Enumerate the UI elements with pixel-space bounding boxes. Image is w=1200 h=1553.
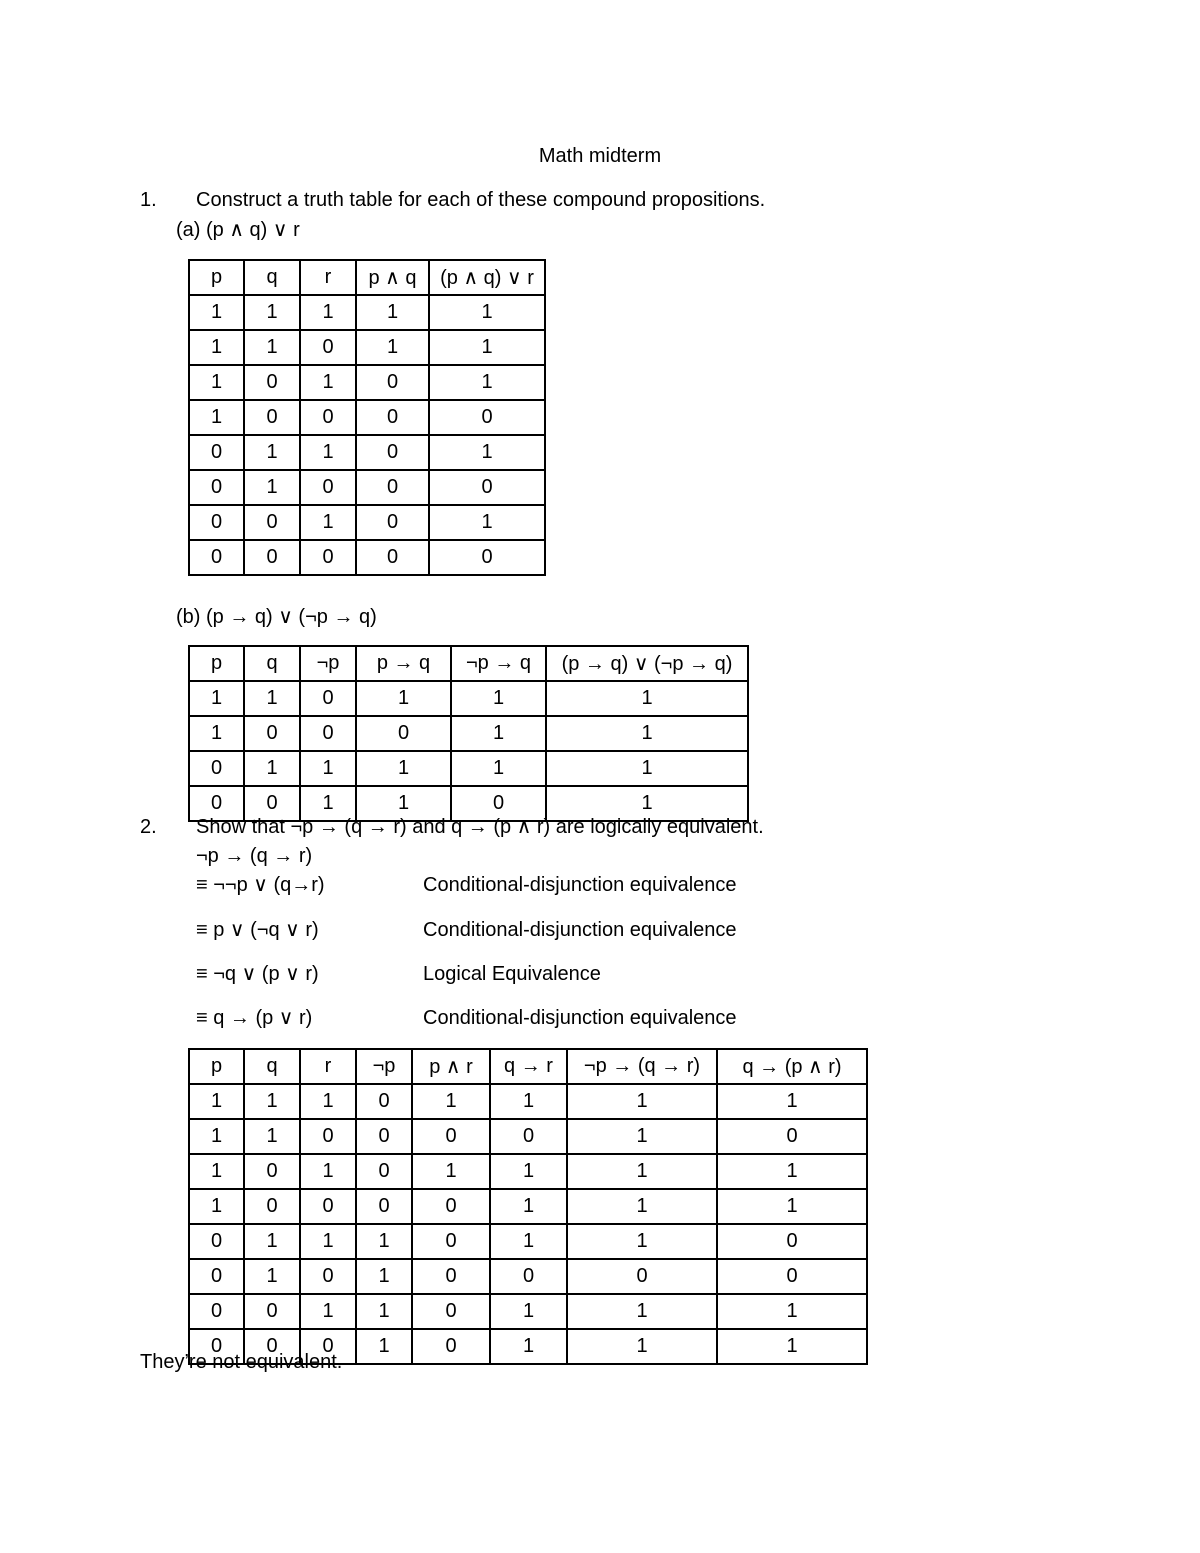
table-cell: 0 [356, 400, 429, 435]
table-cell: 1 [244, 1084, 300, 1119]
table-cell: 1 [567, 1119, 717, 1154]
table-cell: 1 [490, 1084, 567, 1119]
table-cell: 0 [717, 1224, 867, 1259]
table-cell: 1 [429, 505, 545, 540]
table-header-cell: ¬p → q [451, 646, 546, 681]
table-cell: 1 [567, 1329, 717, 1364]
table-cell: 0 [189, 540, 244, 575]
table-cell: 1 [451, 681, 546, 716]
table-cell: 1 [567, 1154, 717, 1189]
table-cell: 0 [356, 470, 429, 505]
table-cell: 1 [429, 295, 545, 330]
table-cell: 1 [356, 751, 451, 786]
table-row [189, 1294, 867, 1329]
table-cell: 0 [412, 1224, 490, 1259]
table-header-cell: r [300, 260, 356, 295]
table-cell: 1 [244, 751, 300, 786]
derivation-step-expr: ≡ p ∨ (¬q ∨ r) [196, 919, 319, 941]
table-cell: 1 [189, 681, 244, 716]
derivation-start: ¬p → (q → r) [196, 845, 313, 867]
table-cell: 1 [244, 470, 300, 505]
table-cell: 0 [412, 1329, 490, 1364]
table-cell: 0 [356, 505, 429, 540]
table-cell: 0 [300, 716, 356, 751]
table-cell: 1 [300, 505, 356, 540]
table-cell: 0 [356, 540, 429, 575]
table-cell: 0 [189, 751, 244, 786]
page-title: Math midterm [538, 145, 662, 167]
truth-table-b [188, 645, 749, 822]
table-cell: 1 [567, 1084, 717, 1119]
table-cell: 1 [567, 1294, 717, 1329]
table-cell: 1 [546, 681, 748, 716]
table-cell: 0 [244, 365, 300, 400]
table-cell: 1 [717, 1294, 867, 1329]
table-cell: 0 [429, 400, 545, 435]
table-cell: 1 [717, 1329, 867, 1364]
table-cell: 0 [717, 1119, 867, 1154]
table-header-cell: ¬p → (q → r) [567, 1049, 717, 1084]
table-cell: 0 [356, 1154, 412, 1189]
table-row [189, 716, 748, 751]
table-cell: 1 [356, 295, 429, 330]
table-row [189, 400, 545, 435]
table-cell: 1 [300, 365, 356, 400]
table-cell: 0 [300, 540, 356, 575]
table-row [189, 751, 748, 786]
part-b-label: (b) (p → q) ∨ (¬p → q) [176, 606, 377, 628]
table-cell: 1 [244, 295, 300, 330]
table-cell: 1 [356, 786, 451, 821]
derivation-step-reason: Conditional-disjunction equivalence [423, 874, 737, 896]
table-cell: 1 [490, 1294, 567, 1329]
table-cell: 1 [429, 365, 545, 400]
table-cell: 1 [356, 1294, 412, 1329]
table-header-cell: (p → q) ∨ (¬p → q) [546, 646, 748, 681]
table-cell: 1 [244, 1119, 300, 1154]
table-cell: 1 [300, 295, 356, 330]
table-cell: 0 [451, 786, 546, 821]
part-a-label: (a) (p ∧ q) ∨ r [176, 219, 300, 241]
table-header-cell: r [300, 1049, 356, 1084]
table-cell: 1 [189, 1154, 244, 1189]
conclusion: They’re not equivalent. [140, 1351, 343, 1373]
table-cell: 0 [189, 1329, 244, 1364]
table-cell: 0 [300, 1119, 356, 1154]
table-cell: 0 [189, 505, 244, 540]
table-cell: 0 [244, 1329, 300, 1364]
table-cell: 0 [300, 400, 356, 435]
table-row [189, 470, 545, 505]
derivation-step-reason: Conditional-disjunction equivalence [423, 919, 737, 941]
table-cell: 0 [300, 681, 356, 716]
table-cell: 0 [490, 1119, 567, 1154]
table-cell: 1 [356, 1224, 412, 1259]
table-cell: 0 [717, 1259, 867, 1294]
derivation-step-expr: ≡ ¬¬p ∨ (q→r) [196, 874, 325, 896]
table-cell: 1 [451, 751, 546, 786]
table-cell: 1 [490, 1154, 567, 1189]
table-cell: 0 [300, 1189, 356, 1224]
table-cell: 1 [244, 435, 300, 470]
question-2-number: 2. [140, 816, 157, 838]
table-header-cell: p ∧ q [356, 260, 429, 295]
table-cell: 1 [429, 330, 545, 365]
table-cell: 0 [189, 1294, 244, 1329]
table-cell: 1 [546, 786, 748, 821]
table-row [189, 295, 545, 330]
table-cell: 1 [356, 1329, 412, 1364]
table-cell: 0 [429, 540, 545, 575]
table-header-cell: q → (p ∧ r) [717, 1049, 867, 1084]
table-cell: 0 [356, 365, 429, 400]
table-cell: 1 [429, 435, 545, 470]
truth-table-equivalence [188, 1048, 868, 1365]
table-cell: 1 [300, 435, 356, 470]
table-cell: 1 [189, 365, 244, 400]
table-cell: 1 [356, 330, 429, 365]
table-cell: 0 [490, 1259, 567, 1294]
table-cell: 0 [412, 1259, 490, 1294]
table-header-cell: p [189, 1049, 244, 1084]
table-header-cell: p [189, 646, 244, 681]
table-header-cell: q [244, 646, 300, 681]
table-header-cell: q → r [490, 1049, 567, 1084]
table-cell: 1 [300, 1154, 356, 1189]
table-cell: 0 [189, 786, 244, 821]
table-header-row [189, 646, 748, 681]
table-header-cell: p [189, 260, 244, 295]
table-cell: 0 [244, 505, 300, 540]
table-cell: 1 [451, 716, 546, 751]
table-cell: 1 [567, 1224, 717, 1259]
table-cell: 1 [356, 681, 451, 716]
table-cell: 0 [189, 1224, 244, 1259]
table-cell: 1 [244, 681, 300, 716]
derivation-step-expr: ≡ q → (p ∨ r) [196, 1007, 313, 1029]
table-cell: 1 [189, 400, 244, 435]
table-row [189, 1224, 867, 1259]
table-row [189, 1084, 867, 1119]
table-cell: 1 [356, 1259, 412, 1294]
table-row [189, 1189, 867, 1224]
table-cell: 0 [356, 1084, 412, 1119]
table-cell: 1 [189, 1189, 244, 1224]
table-cell: 0 [300, 330, 356, 365]
table-header-cell: (p ∧ q) ∨ r [429, 260, 545, 295]
question-1-number: 1. [140, 189, 157, 211]
table-cell: 1 [244, 1259, 300, 1294]
table-row [189, 681, 748, 716]
table-cell: 0 [300, 1259, 356, 1294]
table-cell: 0 [244, 1154, 300, 1189]
table-row [189, 1119, 867, 1154]
table-cell: 0 [300, 1329, 356, 1364]
table-header-cell: p ∧ r [412, 1049, 490, 1084]
table-row [189, 1259, 867, 1294]
table-cell: 1 [567, 1189, 717, 1224]
table-cell: 1 [244, 330, 300, 365]
table-cell: 1 [189, 716, 244, 751]
derivation-step-reason: Conditional-disjunction equivalence [423, 1007, 737, 1029]
table-cell: 0 [189, 470, 244, 505]
table-cell: 0 [356, 435, 429, 470]
table-header-cell: q [244, 260, 300, 295]
table-row [189, 540, 545, 575]
table-cell: 0 [412, 1294, 490, 1329]
table-cell: 1 [717, 1189, 867, 1224]
table-row [189, 1154, 867, 1189]
table-header-cell: p → q [356, 646, 451, 681]
table-cell: 0 [356, 716, 451, 751]
table-cell: 1 [300, 1294, 356, 1329]
table-cell: 1 [490, 1329, 567, 1364]
table-cell: 1 [490, 1224, 567, 1259]
table-cell: 0 [567, 1259, 717, 1294]
table-cell: 1 [546, 751, 748, 786]
table-header-cell: q [244, 1049, 300, 1084]
table-cell: 0 [244, 1294, 300, 1329]
table-cell: 0 [412, 1119, 490, 1154]
table-cell: 0 [429, 470, 545, 505]
table-cell: 0 [244, 1189, 300, 1224]
table-cell: 1 [300, 786, 356, 821]
table-row [189, 435, 545, 470]
table-row [189, 365, 545, 400]
table-cell: 0 [244, 400, 300, 435]
table-cell: 0 [356, 1189, 412, 1224]
table-cell: 1 [189, 1084, 244, 1119]
table-cell: 0 [189, 1259, 244, 1294]
table-cell: 1 [490, 1189, 567, 1224]
table-cell: 1 [717, 1084, 867, 1119]
table-cell: 1 [412, 1084, 490, 1119]
table-cell: 1 [189, 330, 244, 365]
table-cell: 1 [300, 1224, 356, 1259]
question-1-prompt: Construct a truth table for each of these compound propositions. [196, 189, 766, 211]
table-cell: 0 [244, 540, 300, 575]
table-header-row [189, 260, 545, 295]
table-cell: 0 [356, 1119, 412, 1154]
truth-table-a [188, 259, 546, 576]
table-cell: 1 [717, 1154, 867, 1189]
table-cell: 0 [244, 786, 300, 821]
table-cell: 1 [189, 1119, 244, 1154]
table-header-cell: ¬p [356, 1049, 412, 1084]
table-row [189, 330, 545, 365]
question-2-prompt: Show that ¬p → (q → r) and q → (p ∧ r) are logically equivalent. [196, 816, 764, 838]
table-cell: 0 [244, 716, 300, 751]
table-row [189, 505, 545, 540]
table-cell: 1 [244, 1224, 300, 1259]
table-cell: 0 [300, 470, 356, 505]
table-header-row [189, 1049, 867, 1084]
table-cell: 1 [300, 1084, 356, 1119]
table-cell: 0 [189, 435, 244, 470]
derivation-step-reason: Logical Equivalence [423, 963, 601, 985]
table-cell: 1 [546, 716, 748, 751]
table-cell: 1 [189, 295, 244, 330]
table-cell: 0 [412, 1189, 490, 1224]
derivation-step-expr: ≡ ¬q ∨ (p ∨ r) [196, 963, 319, 985]
table-cell: 1 [412, 1154, 490, 1189]
table-cell: 1 [300, 751, 356, 786]
table-header-cell: ¬p [300, 646, 356, 681]
